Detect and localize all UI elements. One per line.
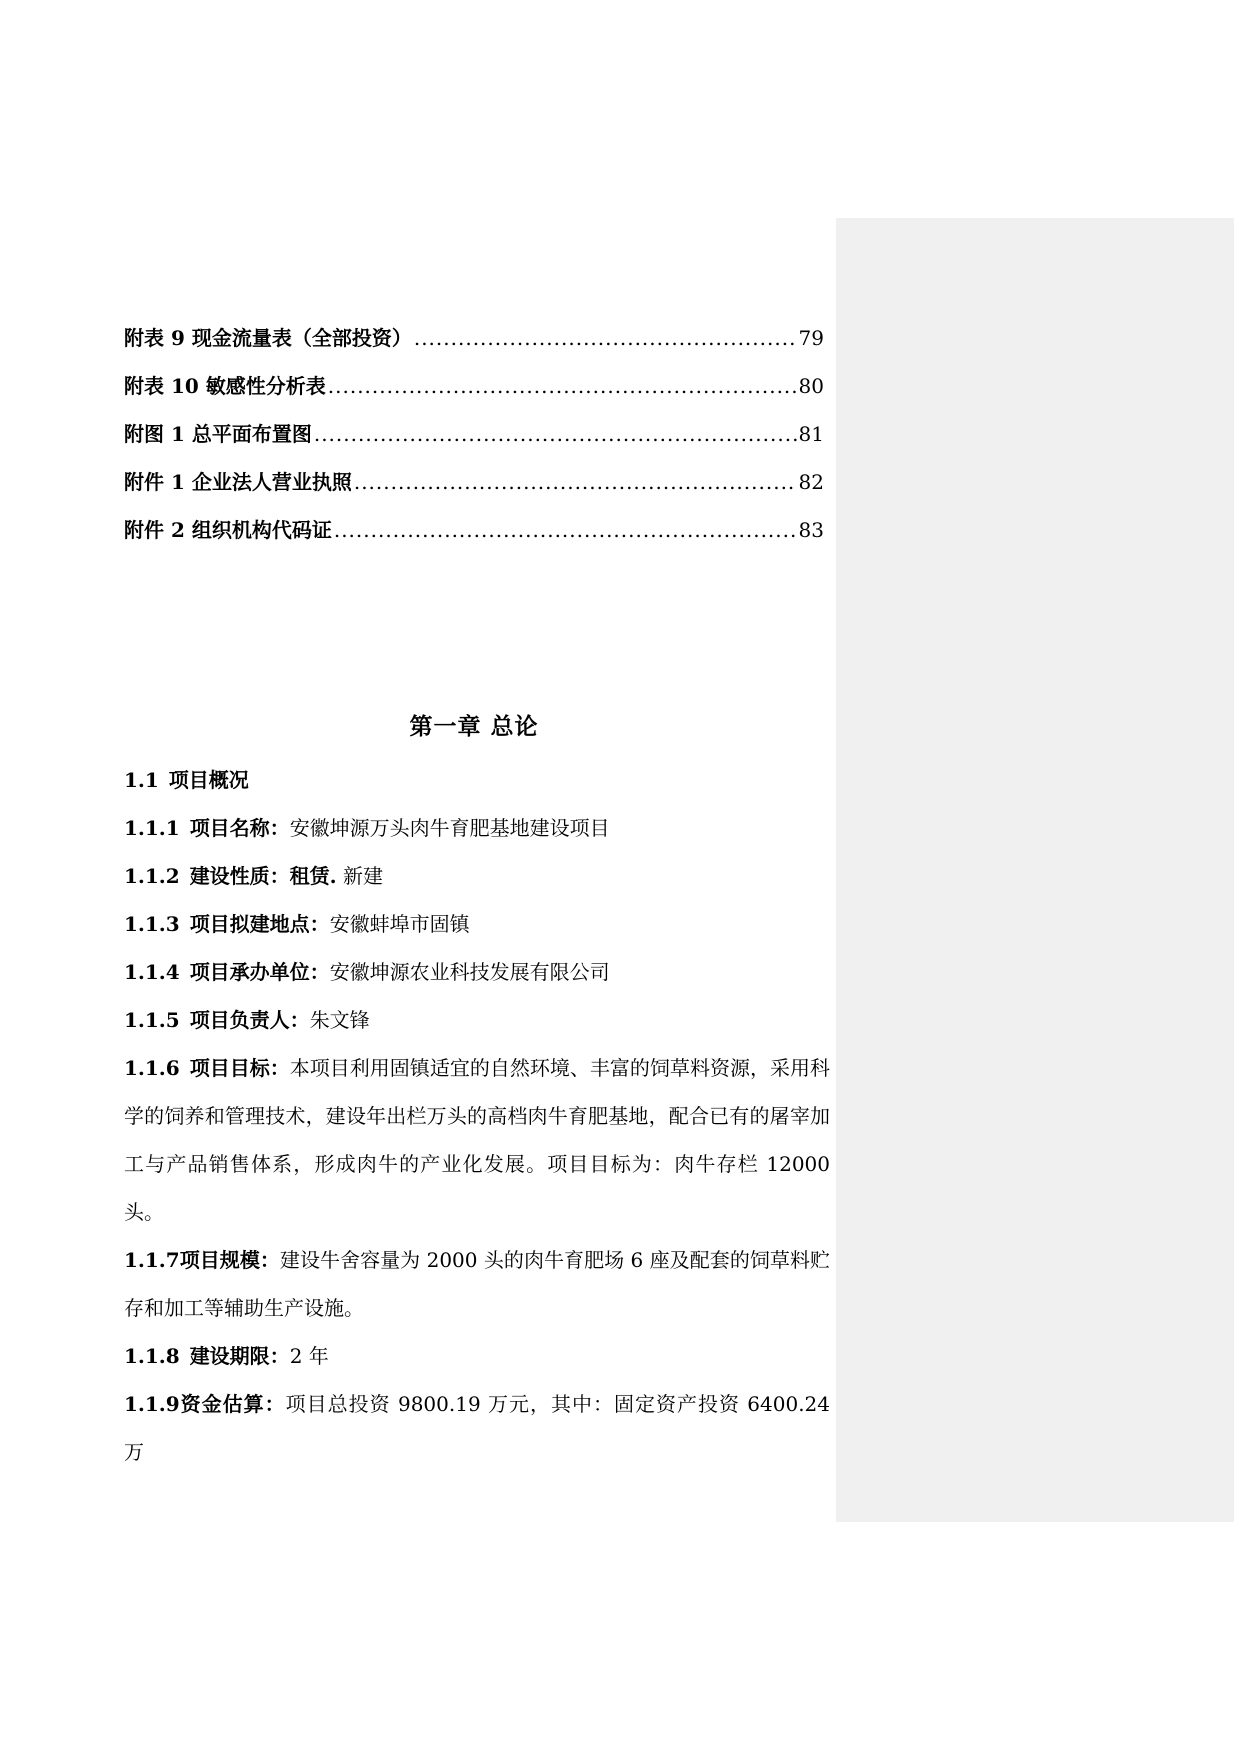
- item-value: 安徽坤源万头肉牛育肥基地建设项目: [289, 816, 610, 840]
- item-label: 项目目标：: [189, 1056, 290, 1080]
- toc-entry[interactable]: [124, 418, 824, 466]
- item-number: 1.1.8: [124, 1344, 180, 1368]
- toc-entry-title: 附件 1 企业法人营业执照: [124, 470, 352, 494]
- item-value: 本项目利用固镇适宜的自然环境、丰富的饲草料资源，采用科学的饲养和管理技术，建设年出栏万头的高档肉牛育肥基地，配合已有的屠宰加工与产品销售体系，形成肉牛的产业化发展。项目目标为：肉牛存栏 12000 头。: [124, 1056, 831, 1224]
- item-number: 1.1.1: [124, 816, 180, 840]
- item-fund-estimate: [124, 1380, 830, 1476]
- section-title: 项目概况: [168, 768, 249, 792]
- toc-entry[interactable]: [124, 322, 824, 370]
- item-number: 1.1.7: [124, 1248, 180, 1272]
- toc-entry-page: 82: [798, 470, 824, 494]
- item-number: 1.1.6: [124, 1056, 180, 1080]
- toc-dot-leader: [354, 470, 797, 494]
- item-number: 1.1.4: [124, 960, 180, 984]
- toc-dot-leader: [328, 374, 797, 398]
- item-project-name: [124, 804, 830, 852]
- toc-entry-title: 附图 1 总平面布置图: [124, 422, 312, 446]
- toc-entry-page: 81: [798, 422, 824, 446]
- item-label: 资金估算：: [179, 1392, 286, 1416]
- toc-entry-title: 附表 9 现金流量表（全部投资）: [124, 326, 412, 350]
- item-value: 新建: [343, 864, 384, 888]
- item-label: 建设性质：租赁.: [189, 864, 337, 888]
- item-number: 1.1.9: [124, 1392, 180, 1416]
- item-undertaking-unit: [124, 948, 830, 996]
- item-project-leader: [124, 996, 830, 1044]
- item-value: 项目总投资 9800.19 万元，其中：固定资产投资 6400.24 万: [124, 1392, 831, 1464]
- item-value: 2 年: [289, 1344, 329, 1368]
- toc-dot-leader: [314, 422, 797, 446]
- chapter-body: [124, 756, 830, 1476]
- toc-entry[interactable]: [124, 514, 824, 562]
- toc-entry-page: 83: [798, 518, 824, 542]
- item-label: 项目负责人：: [189, 1008, 310, 1032]
- item-number: 1.1.2: [124, 864, 180, 888]
- section-heading: [124, 756, 830, 804]
- item-label: 项目名称：: [189, 816, 290, 840]
- toc-entry-page: 79: [798, 326, 824, 350]
- toc-entry[interactable]: [124, 466, 824, 514]
- section-number: 1.1: [124, 768, 159, 792]
- item-value: 建设牛舍容量为 2000 头的肉牛育肥场 6 座及配套的饲草料贮存和加工等辅助生产设施。: [124, 1248, 830, 1320]
- item-label: 项目拟建地点：: [189, 912, 330, 936]
- item-value: 安徽蚌埠市固镇: [329, 912, 470, 936]
- item-value: 朱文锋: [309, 1008, 370, 1032]
- toc-dot-leader: [414, 326, 797, 350]
- table-of-contents: [124, 322, 824, 562]
- item-label: 项目承办单位：: [189, 960, 330, 984]
- item-project-goal: [124, 1044, 830, 1236]
- item-project-site: [124, 900, 830, 948]
- item-construction-nature: [124, 852, 830, 900]
- item-value: 安徽坤源农业科技发展有限公司: [329, 960, 610, 984]
- item-project-scale: [124, 1236, 830, 1332]
- item-construction-period: [124, 1332, 830, 1380]
- item-label: 建设期限：: [189, 1344, 290, 1368]
- toc-entry-title: 附件 2 组织机构代码证: [124, 518, 332, 542]
- toc-entry[interactable]: [124, 370, 824, 418]
- item-number: 1.1.5: [124, 1008, 180, 1032]
- toc-entry-title: 附表 10 敏感性分析表: [124, 374, 326, 398]
- item-number: 1.1.3: [124, 912, 180, 936]
- item-label: 项目规模：: [179, 1248, 280, 1272]
- toc-dot-leader: [334, 518, 797, 542]
- comment-margin-pane: [836, 218, 1234, 1522]
- toc-entry-page: 80: [798, 374, 824, 398]
- chapter-title: 第一章 总论: [409, 713, 539, 740]
